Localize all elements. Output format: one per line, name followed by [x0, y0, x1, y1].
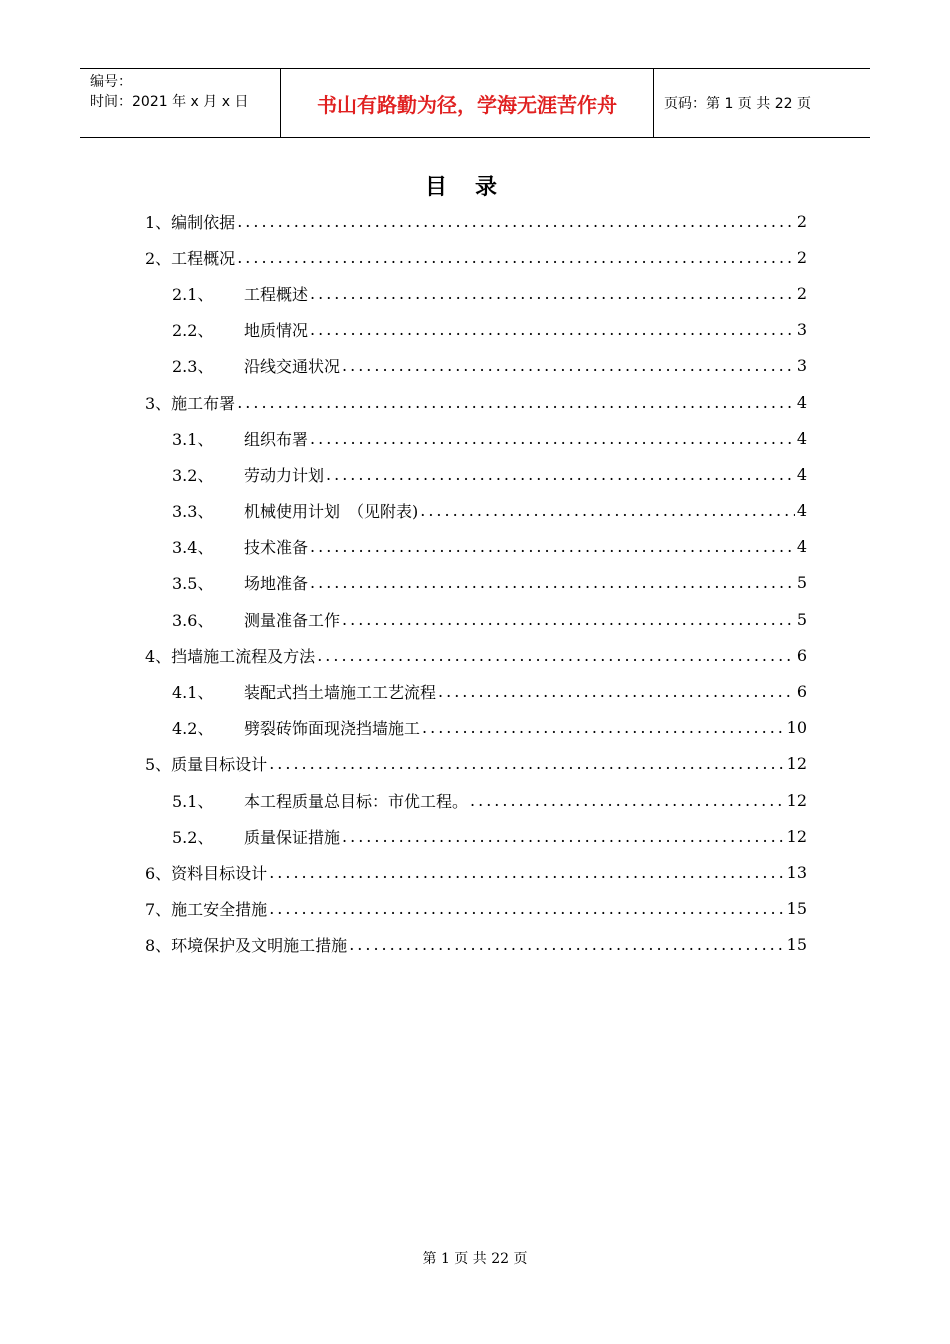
toc-entry-text: 场地准备: [244, 574, 309, 594]
dot-leader: [470, 791, 785, 810]
toc-entry[interactable]: [145, 601, 807, 637]
toc-entry-text: 3、施工布署: [145, 393, 236, 413]
dot-leader: [349, 935, 784, 954]
dot-leader: [310, 284, 795, 303]
toc-entry-page: 15: [786, 935, 807, 955]
dot-leader: [420, 501, 795, 520]
toc-entry[interactable]: [145, 239, 807, 275]
toc-entry[interactable]: [145, 710, 807, 746]
toc-entry[interactable]: [145, 275, 807, 311]
toc-entry-number: 2.2、: [172, 321, 214, 341]
header-page-info: 页码：第 1 页 共 22 页: [664, 96, 811, 112]
page-header: [80, 68, 870, 138]
dot-leader: [310, 537, 795, 556]
toc-entry[interactable]: [145, 637, 807, 673]
toc-entry-number: 4.1、: [172, 683, 214, 703]
toc-title: 目录: [424, 175, 525, 200]
toc-entry-text: 5、质量目标设计: [145, 755, 268, 775]
page-footer: 第 1 页 共 22 页: [422, 1251, 528, 1267]
toc-entry-page: 6: [796, 682, 807, 702]
number-label: 编号：: [90, 74, 132, 90]
toc-entry-number: 3.2、: [172, 465, 214, 485]
toc-entry-page: 4: [796, 464, 807, 484]
toc-entry-text: 工程概述: [244, 284, 309, 304]
header-left-cell: [80, 69, 281, 137]
toc-entry-page: 6: [796, 645, 807, 665]
toc-entry-page: 2: [796, 247, 807, 267]
dot-leader: [237, 248, 795, 267]
toc-entry-page: 4: [796, 428, 807, 448]
toc-entry-page: 2: [796, 211, 807, 231]
toc-entry-page: 13: [786, 862, 807, 882]
toc-entry-page: 4: [796, 501, 807, 521]
toc-entry-number: 4.2、: [172, 719, 214, 739]
toc-entry[interactable]: [145, 456, 807, 492]
toc-entry[interactable]: [145, 782, 807, 818]
toc-entry-text: 4、挡墙施工流程及方法: [145, 646, 316, 666]
toc-entry-text: 6、资料目标设计: [145, 863, 268, 883]
dot-leader: [342, 356, 795, 375]
time-label: 时间：2021 年 x 月 x 日: [90, 94, 249, 110]
toc-entry[interactable]: [145, 203, 807, 239]
toc-entry-number: 3.4、: [172, 538, 214, 558]
toc-entry-number: 3.5、: [172, 574, 214, 594]
dot-leader: [422, 718, 785, 737]
toc-entry-text: 沿线交通状况: [244, 357, 341, 377]
toc-entry-page: 2: [796, 283, 807, 303]
toc-entry-page: 5: [796, 573, 807, 593]
toc-entry-text: 本工程质量总目标：市优工程。: [244, 791, 469, 811]
dot-leader: [310, 320, 795, 339]
toc-entry-page: 3: [796, 320, 807, 340]
toc-entry-page: 4: [796, 537, 807, 557]
toc-entry[interactable]: [145, 854, 807, 890]
toc-entry-page: 10: [786, 718, 807, 738]
toc-entry-text: 机械使用计划 （见附表): [244, 502, 419, 522]
toc-entry-number: 2.1、: [172, 284, 214, 304]
toc-entry-text: 技术准备: [244, 538, 309, 558]
dot-leader: [237, 393, 795, 412]
toc-entry-text: 2、工程概况: [145, 248, 236, 268]
toc-entry[interactable]: [145, 891, 807, 927]
toc-entry-page: 4: [796, 392, 807, 412]
toc-entry[interactable]: [145, 673, 807, 709]
toc-entry[interactable]: [145, 565, 807, 601]
toc-entry-text: 8、环境保护及文明施工措施: [145, 936, 348, 956]
toc-entry[interactable]: [145, 927, 807, 963]
dot-leader: [310, 429, 795, 448]
toc-entry-text: 地质情况: [244, 321, 309, 341]
toc-entry[interactable]: [145, 746, 807, 782]
toc-entry-number: 3.1、: [172, 429, 214, 449]
dot-leader: [438, 682, 795, 701]
dot-leader: [269, 863, 784, 882]
toc-entry[interactable]: [145, 529, 807, 565]
toc-entry-text: 质量保证措施: [244, 827, 341, 847]
toc-entry-text: 1、编制依据: [145, 212, 236, 232]
toc-entry-page: 12: [786, 790, 807, 810]
toc-entry-page: 3: [796, 356, 807, 376]
toc-entry-page: 12: [786, 826, 807, 846]
dot-leader: [269, 899, 784, 918]
dot-leader: [317, 646, 795, 665]
dot-leader: [342, 827, 785, 846]
toc-entry[interactable]: [145, 384, 807, 420]
toc-entry[interactable]: [145, 348, 807, 384]
toc-entry-number: 5.2、: [172, 827, 214, 847]
toc-entry-number: 3.3、: [172, 502, 214, 522]
toc-entry[interactable]: [145, 493, 807, 529]
toc-entry-text: 7、施工安全措施: [145, 900, 268, 920]
toc-entry-page: 5: [796, 609, 807, 629]
toc-entry-number: 2.3、: [172, 357, 214, 377]
header-motto: 书山有路勤为径，学海无涯苦作舟: [281, 69, 654, 137]
dot-leader: [269, 754, 784, 773]
toc-entry-text: 劳动力计划: [244, 465, 325, 485]
toc-entry-page: 12: [786, 754, 807, 774]
dot-leader: [310, 573, 795, 592]
toc-entry-text: 测量准备工作: [244, 610, 341, 630]
dot-leader: [342, 610, 795, 629]
toc-entry-text: 组织布署: [244, 429, 309, 449]
toc-entry-number: 3.6、: [172, 610, 214, 630]
dot-leader: [237, 212, 795, 231]
toc-entry-text: 劈裂砖饰面现浇挡墙施工: [244, 719, 421, 739]
toc-entry-text: 装配式挡土墙施工工艺流程: [244, 683, 437, 703]
toc-entry[interactable]: [145, 818, 807, 854]
table-of-contents: [145, 203, 807, 963]
toc-entry[interactable]: [145, 312, 807, 348]
dot-leader: [326, 465, 795, 484]
toc-entry-page: 15: [786, 899, 807, 919]
toc-entry[interactable]: [145, 420, 807, 456]
toc-entry-number: 5.1、: [172, 791, 214, 811]
